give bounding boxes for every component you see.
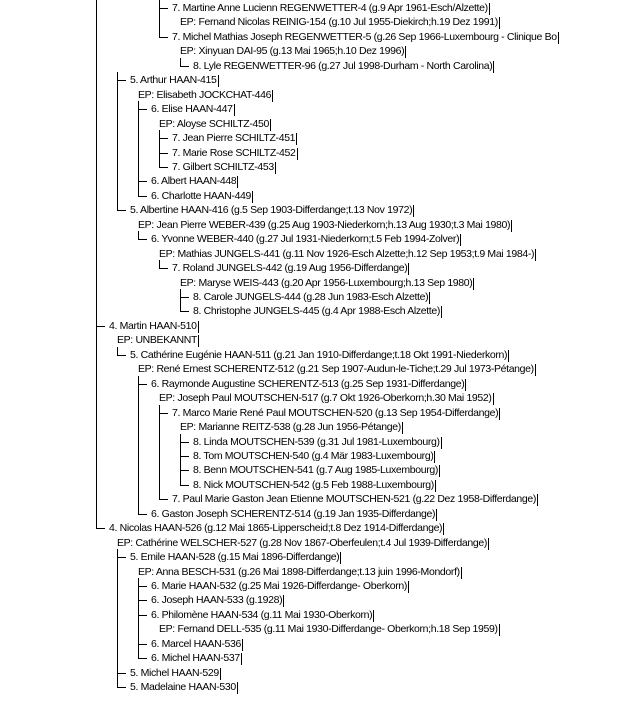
tree-trunk-line [180,289,181,311]
person-entry[interactable]: 7. Marco Marie René Paul MOUTSCHEN-520 (g.13 Sep 1954-Differdange) [172,407,499,419]
entry-box-edge [441,306,442,318]
entry-box-edge [473,278,474,290]
person-entry[interactable]: 5. Arthur HAAN-415 [130,74,217,86]
entry-box-edge [234,104,235,116]
entry-box-edge [511,220,512,232]
spouse-entry[interactable]: EP: Cathérine WELSCHER-527 (g.28 Nov 1867-Oberfeulen;t.4 Jul 1939-Differdange) [117,537,487,549]
entry-box-edge [283,595,284,607]
tree-branch-line [138,615,147,616]
tree-branch-line [159,268,168,269]
entry-box-edge [488,538,489,550]
entry-box-edge [489,3,490,15]
tree-branch-line [180,485,189,486]
spouse-entry[interactable]: EP: Elisabeth JOCKCHAT-446 [138,89,272,101]
entry-box-edge [408,581,409,593]
entry-box-edge [435,480,436,492]
tree-trunk-line [159,0,160,37]
entry-box-edge [237,682,238,694]
tree-branch-line [180,311,189,312]
entry-box-edge [242,639,243,651]
person-entry[interactable]: 7. Martine Anne Lucienn REGENWETTER-4 (g.9 Apr 1961-Esch/Alzette) [172,2,488,14]
entry-box-edge [408,263,409,275]
spouse-entry[interactable]: EP: Jean Pierre WEBER-439 (g.25 Aug 1903-Niederkorn;h.13 Aug 1930;t.3 Mai 1980) [138,219,511,231]
spouse-entry[interactable]: EP: René Ernest SCHERENTZ-512 (g.21 Sep 1907-Audun-le-Tiche;t.29 Jul 1973-Pétange) [138,363,534,375]
tree-branch-line [117,673,126,674]
entry-box-edge [436,509,437,521]
tree-branch-line [138,384,147,385]
entry-box-edge [493,61,494,73]
tree-trunk-line [117,347,118,355]
tree-branch-line [96,326,105,327]
tree-branch-line [180,442,189,443]
entry-box-edge [275,162,276,174]
person-entry[interactable]: 7. Paul Marie Gaston Jean Etienne MOUTSCHEN-521 (g.22 Dez 1958-Differdange) [172,493,536,505]
person-entry[interactable]: 5. Cathérine Eugénie HAAN-511 (g.21 Jan 1910-Differdange;t.18 Okt 1991-Niederkorn) [130,349,508,361]
tree-branch-line [138,196,147,197]
person-entry[interactable]: 4. Nicolas HAAN-526 (g.12 Mai 1865-Lipperscheid;t.8 Dez 1914-Differdange) [109,522,443,534]
person-entry[interactable]: 5. Albertine HAAN-416 (g.5 Sep 1903-Differdange;t.13 Nov 1972) [130,204,413,216]
tree-branch-line [180,66,189,67]
tree-branch-line [159,153,168,154]
entry-box-edge [443,523,444,535]
entry-box-edge [252,191,253,203]
entry-box-edge [558,32,559,44]
person-entry[interactable]: 5. Emile HAAN-528 (g.15 Mai 1896-Differdange) [130,551,340,563]
person-entry[interactable]: 7. Michel Mathias Joseph REGENWETTER-5 (g.26 Sep 1966-Luxembourg - Clinique Bo [172,31,557,43]
tree-branch-line [138,600,147,601]
person-entry[interactable]: 5. Madelaine HAAN-530 [130,681,236,693]
entry-box-edge [460,234,461,246]
spouse-entry[interactable]: EP: Mathias JUNGELS-441 (g.11 Nov 1926-Esch Alzette;h.12 Sep 1953;t.9 Mai 1984-) [159,248,535,260]
person-entry[interactable]: 6. Elise HAAN-447 [151,103,233,115]
entry-box-edge [340,552,341,564]
spouse-entry[interactable]: EP: Maryse WEIS-443 (g.20 Apr 1956-Luxembourg;h.13 Sep 1980) [180,277,473,289]
person-entry[interactable]: 6. Yvonne WEBER-440 (g.27 Jul 1931-Niederkorn;t.5 Feb 1994-Zolver) [151,233,460,245]
entry-box-edge [461,567,462,579]
person-entry[interactable]: 6. Joseph HAAN-533 (g.1928) [151,594,283,606]
entry-box-edge [198,321,199,333]
tree-branch-line [138,644,147,645]
entry-box-edge [508,350,509,362]
tree-branch-line [96,528,105,529]
person-entry[interactable]: 6. Marie HAAN-532 (g.25 Mai 1926-Differdange- Oberkorn) [151,580,408,592]
spouse-entry[interactable]: EP: UNBEKANNT [117,334,198,346]
tree-branch-line [180,456,189,457]
entry-box-edge [499,17,500,29]
tree-branch-line [138,658,147,659]
spouse-entry[interactable]: EP: Fernand DELL-535 (g.11 Mai 1930-Differdange- Oberkorn;h.18 Sep 1959) [159,623,498,635]
tree-branch-line [138,586,147,587]
person-entry[interactable]: 7. Marie Rose SCHILTZ-452 [172,147,296,159]
tree-branch-line [117,557,126,558]
entry-box-edge [373,610,374,622]
tree-branch-line [138,181,147,182]
person-entry[interactable]: 8. Carole JUNGELS-444 (g.28 Jun 1983-Esch Alzette) [193,291,429,303]
entry-box-edge [499,624,500,636]
tree-branch-line [159,37,168,38]
spouse-entry[interactable]: EP: Marianne REITZ-538 (g.28 Jun 1956-Pétange) [180,421,401,433]
tree-trunk-line [117,549,118,687]
spouse-entry[interactable]: EP: Fernand Nicolas REINIG-154 (g.10 Jul 1955-Diekirch;h.19 Dez 1991) [180,16,498,28]
entry-box-edge [465,379,466,391]
person-entry[interactable]: 6. Gaston Joseph SCHERENTZ-514 (g.19 Jan 1935-Differdange) [151,508,436,520]
entry-box-edge [220,668,221,680]
person-entry[interactable]: 6. Marcel HAAN-536 [151,638,241,650]
person-entry[interactable]: 7. Roland JUNGELS-442 (g.19 Aug 1956-Differdange) [172,262,408,274]
entry-box-edge [535,249,536,261]
tree-branch-line [159,167,168,168]
entry-box-edge [270,119,271,131]
tree-branch-line [180,297,189,298]
tree-trunk-line [138,231,139,239]
entry-box-edge [296,133,297,145]
person-entry[interactable]: 4. Martin HAAN-510 [109,320,197,332]
tree-trunk-line [159,405,160,500]
entry-box-edge [297,148,298,160]
tree-branch-line [159,8,168,9]
person-entry[interactable]: 6. Raymonde Augustine SCHERENTZ-513 (g.25 Sep 1931-Differdange) [151,378,465,390]
entry-box-edge [413,205,414,217]
spouse-entry[interactable]: EP: Xinyuan DAI-95 (g.13 Mai 1965;h.10 Dez 1996) [180,45,405,57]
spouse-entry[interactable]: EP: Aloyse SCHILTZ-450 [159,118,269,130]
tree-branch-line [159,499,168,500]
tree-branch-line [159,138,168,139]
entry-box-edge [405,46,406,58]
entry-box-edge [218,75,219,87]
entry-box-edge [402,422,403,434]
tree-trunk-line [159,130,160,167]
person-entry[interactable]: 7. Gilbert SCHILTZ-453 [172,161,274,173]
tree-branch-line [138,239,147,240]
tree-trunk-line [117,72,118,210]
person-entry[interactable]: 6. Philomène HAAN-534 (g.11 Mai 1930-Oberkorn) [151,609,373,621]
person-entry[interactable]: 6. Charlotte HAAN-449 [151,190,252,202]
tree-trunk-line [159,260,160,268]
entry-box-edge [198,335,199,347]
entry-box-edge [429,292,430,304]
entry-box-edge [441,437,442,449]
person-entry[interactable]: 8. Lyle REGENWETTER-96 (g.27 Jul 1998-Durham - North Carolina) [193,60,493,72]
tree-branch-line [138,109,147,110]
tree-trunk-line [138,376,139,514]
entry-box-edge [237,176,238,188]
tree-branch-line [117,80,126,81]
tree-trunk-line [96,0,97,528]
entry-box-edge [499,408,500,420]
entry-box-edge [439,465,440,477]
entry-box-edge [434,451,435,463]
person-entry[interactable]: 8. Benn MOUTSCHEN-541 (g.7 Aug 1985-Luxembourg) [193,464,439,476]
tree-branch-line [117,210,126,211]
tree-branch-line [117,687,126,688]
tree-branch-line [138,514,147,515]
tree-branch-line [159,413,168,414]
person-entry[interactable]: 8. Linda MOUTSCHEN-539 (g.31 Jul 1981-Luxembourg) [193,436,440,448]
person-entry[interactable]: 8. Nick MOUTSCHEN-542 (g.5 Feb 1988-Luxembourg) [193,479,434,491]
tree-branch-line [180,470,189,471]
entry-box-edge [493,393,494,405]
tree-trunk-line [138,578,139,658]
person-entry[interactable]: 6. Michel HAAN-537 [151,652,240,664]
tree-branch-line [117,355,126,356]
person-entry[interactable]: 8. Tom MOUTSCHEN-540 (g.4 Mär 1983-Luxembourg) [193,450,434,462]
spouse-entry[interactable]: EP: Joseph Paul MOUTSCHEN-517 (g.7 Okt 1926-Oberkorn;h.30 Mai 1952) [159,392,492,404]
entry-box-edge [535,364,536,376]
entry-box-edge [537,494,538,506]
person-entry[interactable]: 5. Michel HAAN-529 [130,667,219,679]
spouse-entry[interactable]: EP: Anna BESCH-531 (g.26 Mai 1898-Differdange;t.13 juin 1996-Mondorf) [138,566,460,578]
entry-box-edge [241,653,242,665]
person-entry[interactable]: 8. Christophe JUNGELS-445 (g.4 Apr 1988-Esch Alzette) [193,305,441,317]
entry-box-edge [272,90,273,102]
person-entry[interactable]: 7. Jean Pierre SCHILTZ-451 [172,132,296,144]
tree-trunk-line [180,58,181,66]
person-entry[interactable]: 6. Albert HAAN-448 [151,175,237,187]
